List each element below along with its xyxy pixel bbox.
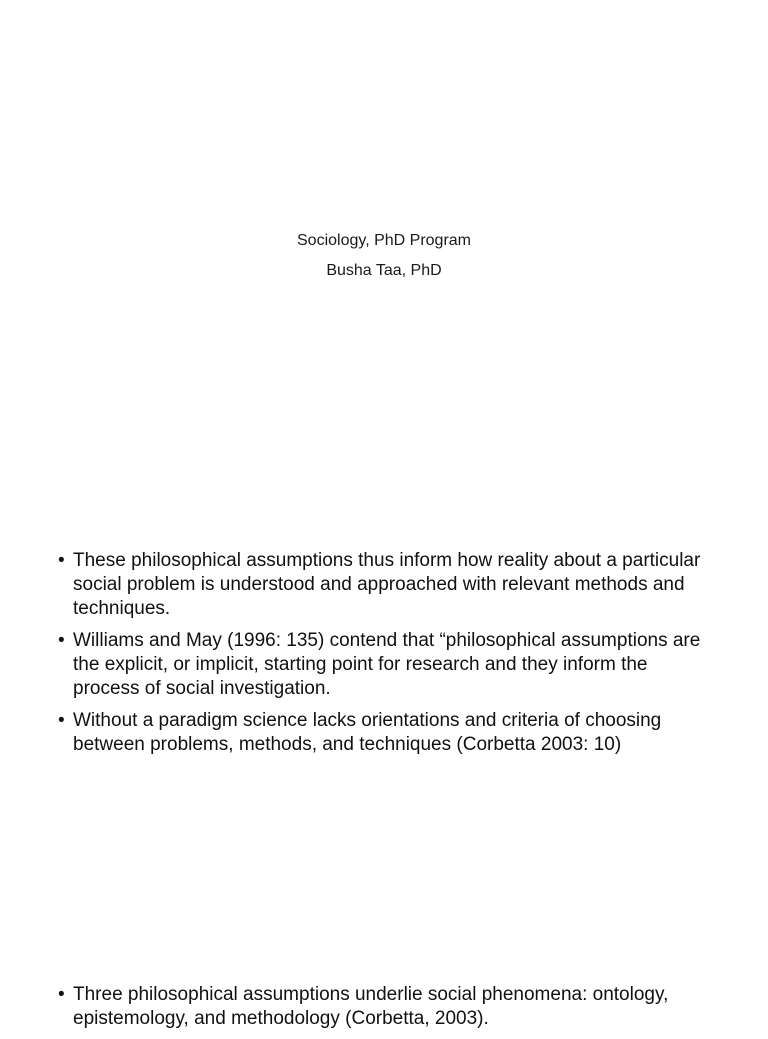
bullet-item	[58, 549, 718, 621]
bullet-dot-icon: •	[58, 710, 65, 731]
slide-3-bullet-list	[58, 983, 718, 1039]
bullet-text: Without a paradigm science lacks orientations and criteria of choosing between problems, methods, and techniques (Corbetta 2003: 10)	[73, 710, 662, 755]
bullet-text: Williams and May (1996: 135) contend that “philosophical assumptions are the explicit, or implicit, starting point for research and they inform the process of social investigation.	[73, 630, 701, 699]
bullet-item	[58, 629, 718, 701]
bullet-text: These philosophical assumptions thus inform how reality about a particular social problem is understood and approached with relevant methods and techniques.	[73, 550, 701, 619]
bullet-dot-icon: •	[58, 550, 65, 571]
bullet-dot-icon: •	[58, 984, 65, 1005]
slide-2-bullet-list	[58, 549, 718, 765]
bullet-text: Three philosophical assumptions underlie social phenomena: ontology, epistemology, and methodology (Corbetta, 2003).	[73, 984, 669, 1029]
program-title: Sociology, PhD Program	[297, 232, 471, 249]
bullet-dot-icon: •	[58, 630, 65, 651]
bullet-item	[58, 709, 718, 757]
title-slide	[0, 226, 768, 286]
author-name: Busha Taa, PhD	[326, 262, 442, 279]
